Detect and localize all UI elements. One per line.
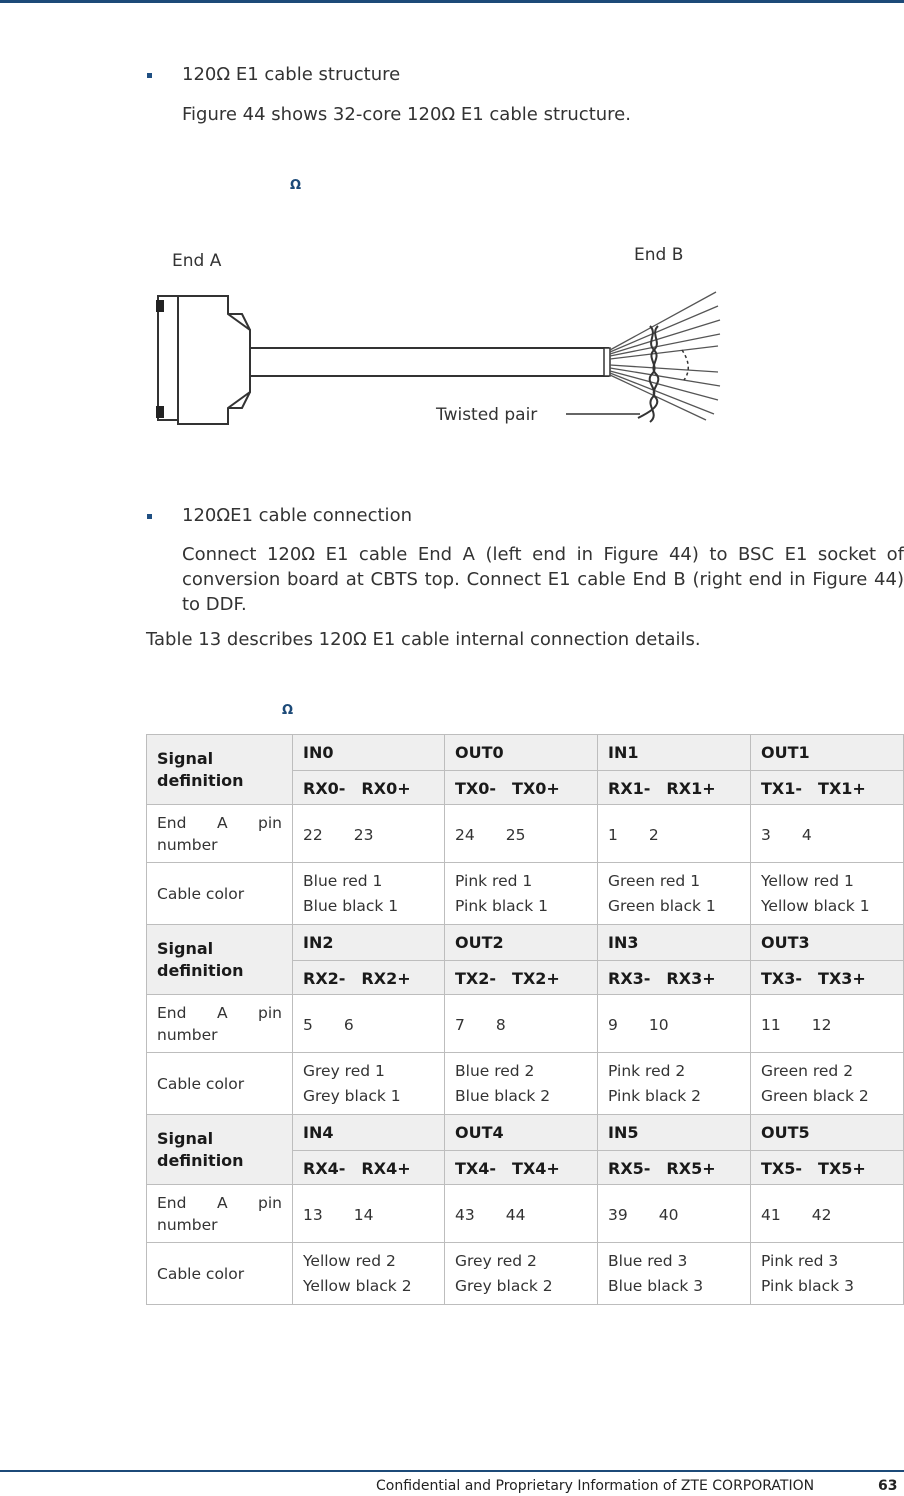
color-red: Yellow red 2 (303, 1251, 396, 1270)
twisted-pair-label: Twisted pair (436, 405, 538, 425)
pin-cell: 39 40 (598, 1185, 751, 1243)
table-row (147, 1185, 904, 1243)
color-black: Pink black 3 (761, 1276, 854, 1295)
color-red: Pink red 2 (608, 1061, 686, 1080)
pin-cell: 41 42 (751, 1185, 904, 1243)
table-row (147, 925, 904, 961)
color-black: Yellow black 1 (761, 896, 870, 915)
table-row (147, 995, 904, 1053)
color-cell (598, 863, 751, 925)
port-header: IN5 (598, 1115, 751, 1151)
color-red: Yellow red 1 (761, 871, 854, 890)
structure-paragraph: Figure 44 shows 32-core 120Ω E1 cable structure. (182, 104, 631, 125)
bullet-marker (147, 73, 152, 78)
port-header: OUT4 (445, 1115, 598, 1151)
e1-cable-figure (146, 222, 736, 446)
connector-shell (158, 296, 178, 420)
color-cell (598, 1243, 751, 1305)
pin-number-label: End A pin number (147, 995, 293, 1053)
section-heading-connection: 120ΩE1 cable connection (182, 505, 412, 526)
port-header: OUT2 (445, 925, 598, 961)
signal-pair: RX3- RX3+ (598, 961, 751, 995)
bullet-marker (147, 514, 152, 519)
figure-caption: Ω (290, 178, 302, 193)
port-header: IN3 (598, 925, 751, 961)
table-row (147, 1053, 904, 1115)
cable-color-label: Cable color (147, 863, 293, 925)
color-red: Blue red 1 (303, 871, 383, 890)
signal-pair: TX2- TX2+ (445, 961, 598, 995)
pin-cell: 24 25 (445, 805, 598, 863)
pin-cell: 43 44 (445, 1185, 598, 1243)
signal-pair: TX0- TX0+ (445, 771, 598, 805)
port-header: OUT5 (751, 1115, 904, 1151)
pin-cell: 7 8 (445, 995, 598, 1053)
cable-color-label: Cable color (147, 1243, 293, 1305)
table-row (147, 1115, 904, 1151)
color-red: Blue red 2 (455, 1061, 535, 1080)
top-rule (0, 0, 904, 3)
end-a-label: End A (172, 251, 222, 271)
footer-rule (0, 1470, 904, 1472)
color-red: Green red 2 (761, 1061, 854, 1080)
cable-body (250, 348, 608, 376)
pin-cell: 11 12 (751, 995, 904, 1053)
table-caption: Ω (282, 703, 294, 718)
port-header: OUT3 (751, 925, 904, 961)
signal-pair: TX5- TX5+ (751, 1151, 904, 1185)
end-b-label: End B (634, 245, 684, 265)
color-red: Pink red 1 (455, 871, 533, 890)
port-header: IN4 (293, 1115, 445, 1151)
port-header: IN0 (293, 735, 445, 771)
pin-cell: 3 4 (751, 805, 904, 863)
table-row (147, 735, 904, 771)
color-black: Green black 2 (761, 1086, 869, 1105)
color-black: Grey black 2 (455, 1276, 553, 1295)
color-cell (445, 1243, 598, 1305)
color-black: Green black 1 (608, 896, 716, 915)
pin-cell: 9 10 (598, 995, 751, 1053)
signal-pair: RX4- RX4+ (293, 1151, 445, 1185)
color-red: Grey red 2 (455, 1251, 537, 1270)
pin-number-label: End A pin number (147, 1185, 293, 1243)
color-cell (445, 1053, 598, 1115)
color-black: Yellow black 2 (303, 1276, 412, 1295)
color-cell (293, 1053, 445, 1115)
color-black: Pink black 1 (455, 896, 548, 915)
port-header: IN1 (598, 735, 751, 771)
footer-text: Confidential and Proprietary Information of ZTE CORPORATION (376, 1478, 815, 1494)
pin-number-label: End A pin number (147, 805, 293, 863)
port-header: IN2 (293, 925, 445, 961)
color-red: Green red 1 (608, 871, 701, 890)
pin-cell: 1 2 (598, 805, 751, 863)
signal-pair: RX5- RX5+ (598, 1151, 751, 1185)
port-header: OUT1 (751, 735, 904, 771)
color-red: Blue red 3 (608, 1251, 688, 1270)
pin-cell: 13 14 (293, 1185, 445, 1243)
color-cell (751, 863, 904, 925)
color-cell (751, 1053, 904, 1115)
connection-paragraph: Connect 120Ω E1 cable End A (left end in Figure 44) to BSC E1 socket of conversion board at CBTS top. Connect E1 cable End B (right end in Figure 44) to DDF. (182, 544, 904, 615)
page-number: 63 (878, 1478, 898, 1494)
color-cell (598, 1053, 751, 1115)
port-header: OUT0 (445, 735, 598, 771)
color-cell (751, 1243, 904, 1305)
color-red: Pink red 3 (761, 1251, 839, 1270)
table-row (147, 1243, 904, 1305)
signal-pair: RX1- RX1+ (598, 771, 751, 805)
pin-cell: 5 6 (293, 995, 445, 1053)
signal-pair: RX0- RX0+ (293, 771, 445, 805)
signal-pair: TX4- TX4+ (445, 1151, 598, 1185)
color-cell (445, 863, 598, 925)
signal-definition-label: Signal definition (147, 735, 293, 805)
table-intro: Table 13 describes 120Ω E1 cable internal connection details. (146, 629, 701, 650)
signal-pair: TX3- TX3+ (751, 961, 904, 995)
color-black: Blue black 1 (303, 896, 399, 915)
signal-definition-label: Signal definition (147, 925, 293, 995)
pin-cell: 22 23 (293, 805, 445, 863)
color-black: Grey black 1 (303, 1086, 401, 1105)
signal-definition-label: Signal definition (147, 1115, 293, 1185)
color-black: Pink black 2 (608, 1086, 701, 1105)
color-cell (293, 1243, 445, 1305)
signal-pair: TX1- TX1+ (751, 771, 904, 805)
color-red: Grey red 1 (303, 1061, 385, 1080)
color-black: Blue black 2 (455, 1086, 551, 1105)
color-cell (293, 863, 445, 925)
section-heading-structure: 120Ω E1 cable structure (182, 64, 401, 85)
signal-pair: RX2- RX2+ (293, 961, 445, 995)
color-black: Blue black 3 (608, 1276, 704, 1295)
cable-color-label: Cable color (147, 1053, 293, 1115)
e1-connection-table (146, 734, 904, 1305)
table-row (147, 863, 904, 925)
table-row (147, 805, 904, 863)
